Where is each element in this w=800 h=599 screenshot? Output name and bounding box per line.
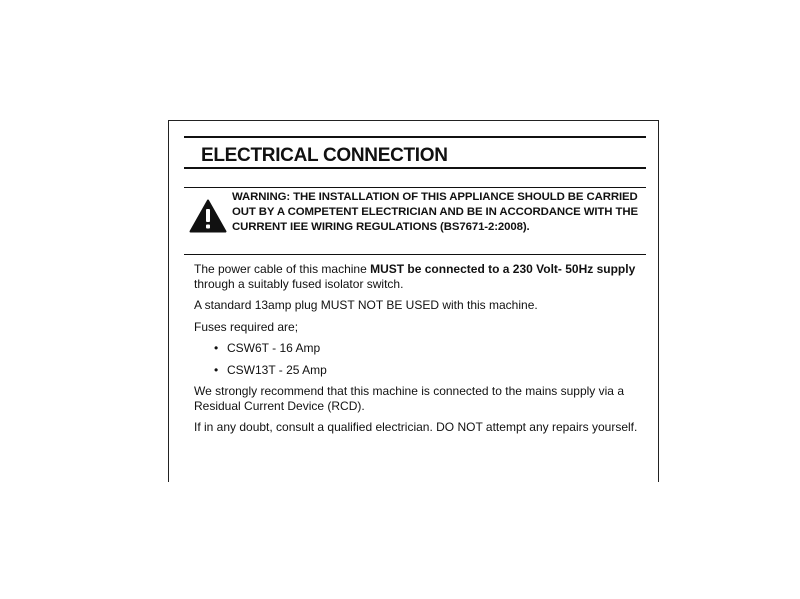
plug-warning-paragraph: A standard 13amp plug MUST NOT BE USED with this machine. — [194, 298, 538, 312]
rcd-paragraph: We strongly recommend that this machine is connected to the mains supply via a Residual Current Device (RCD). — [194, 384, 624, 413]
manual-page — [168, 120, 659, 482]
fuse-list — [194, 341, 646, 377]
list-item — [194, 363, 646, 378]
warning-text: WARNING: THE INSTALLATION OF THIS APPLIANCE SHOULD BE CARRIED OUT BY A COMPETENT ELECTRICIAN AND BE IN ACCORDANCE WITH THE CURRENT IEE WIRING REGULATIONS (BS7671-2:2008). — [232, 191, 638, 233]
title-block — [184, 136, 646, 169]
power-cable-requirement: MUST be connected to a 230 Volt- 50Hz supply — [370, 262, 636, 276]
fuses-intro-paragraph: Fuses required are; — [194, 319, 299, 334]
body-text — [194, 262, 646, 442]
power-cable-paragraph — [194, 262, 646, 291]
power-cable-text-end: through a suitably fused isolator switch. — [194, 276, 404, 291]
warning-triangle-icon — [189, 199, 227, 233]
bullet-icon: • — [214, 362, 219, 377]
fuse-item-text: CSW6T - 16 Amp — [227, 341, 321, 355]
list-item — [194, 341, 646, 356]
warning-block — [184, 187, 646, 255]
section-title: ELECTRICAL CONNECTION — [201, 145, 448, 166]
bullet-icon: • — [214, 341, 219, 355]
doubt-paragraph: If in any doubt, consult a qualified electrician. DO NOT attempt any repairs yourself. — [194, 420, 638, 434]
fuse-item-text: CSW13T - 25 Amp — [227, 362, 327, 377]
power-cable-text-start: The power cable of this machine — [194, 262, 371, 276]
